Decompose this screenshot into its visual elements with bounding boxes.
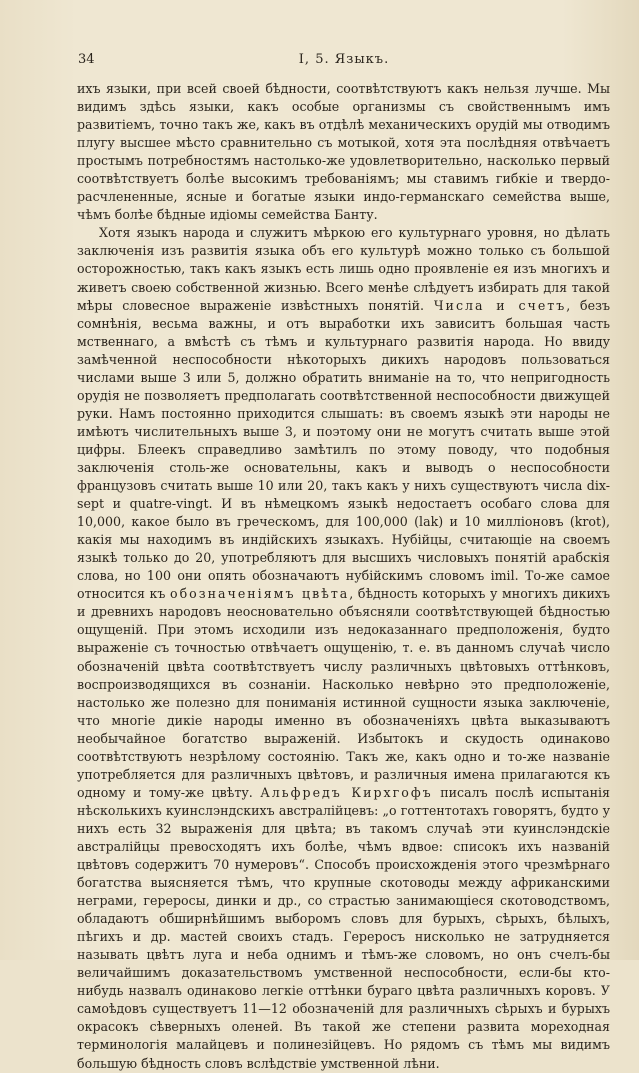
text-run: Хотя языкъ народа и служитъ мѣркою его культурнаго уровня, но дѣлать заключенія изъ развитія языка объ его культурѣ можно только съ большой осторожностью, такъ какъ языкъ есть лишь одно проявленіе ея изъ многихъ и живетъ своею собственной жизнью. Всего менѣе слѣдуетъ избирать для такой мѣры словесное выраженіе извѣстныхъ понятій. — [77, 225, 610, 313]
body-text — [77, 80, 610, 1073]
text-run: писалъ послѣ испытанія нѣсколькихъ куинслэндскихъ австралійцевъ: „о готтентотахъ говорятъ, будто у нихъ есть 32 выраженія для цвѣта; въ такомъ случаѣ эти куинслэндскіе австралійцы превосходятъ ихъ болѣе, чѣмъ вдвое: списокъ ихъ названій цвѣтовъ содержитъ 70 нумеровъ“. Способъ происхожденія этого чрезмѣрнаго богатства выясняется тѣмъ, что крупные скотоводы между африканскими неграми, гереросы, динки и др., со страстью занимающіеся скотоводствомъ, обладаютъ обширнѣйшимъ выборомъ словъ для бурыхъ, сѣрыхъ, бѣлыхъ, пѣгихъ и др. мастей своихъ стадъ. Гереросъ нисколько не затрудняется называть цвѣтъ луга и неба однимъ и тѣмъ-же словомъ, но онъ счелъ-бы величайшимъ доказательствомъ умственной неспособности, если-бы кто-нибудь назвалъ одинаково легкіе оттѣнки бураго цвѣта различныхъ коровъ. У самоѣдовъ существуетъ 11—12 обозначеній для различныхъ сѣрыхъ и бурыхъ окрасокъ сѣверныхъ оленей. Въ такой же степени развита мореходная терминологія малайцевъ и полинезійцевъ. Но рядомъ съ тѣмъ мы видимъ большую бѣдность словъ вслѣдствіе умственной лѣни. — [77, 784, 610, 1071]
paragraph — [77, 80, 610, 224]
text-run: ихъ языки, при всей своей бѣдности, соотвѣтствуютъ какъ нельзя лучше. Мы видимъ здѣсь языки, какъ особые организмы съ свойственнымъ имъ развитіемъ, точно такъ же, какъ въ отдѣлѣ механическихъ орудій мы отводимъ плугу высшее мѣсто сравнительно съ мотыкой, хотя эта послѣдняя отвѣчаетъ простымъ потребностямъ настолько-же удовлетворительно, насколько первый соотвѣтствуетъ болѣе высокимъ требованіямъ; мы ставимъ гибкіе и твердо-расчлененные, ясные и богатые языки индо-германскаго семейства выше, чѣмъ болѣе бѣдные идіомы семейства Банту. — [77, 81, 610, 223]
running-title: I, 5. Языкъ. — [298, 52, 390, 67]
text-run: , бѣдность которыхъ у многихъ дикихъ и древнихъ народовъ неосновательно объясняли соотвѣтствующей бѣдностью ощущеній. При этомъ исходили изъ недоказаннаго предположенія, будто выраженіе съ точностью отвѣчаетъ ощущенію, т. е. въ данномъ случаѣ число обозначеній цвѣта соотвѣтствуетъ числу различныхъ цвѣтовыхъ оттѣнковъ, воспроизводящихся въ сознаніи. Насколько невѣрно это предположеніе, настолько же полезно для пониманія истинной сущности языка заключеніе, что многіе дикіе народы именно въ обозначеніяхъ цвѣта выказываютъ необычайное богатство выраженій. Избытокъ и скудость одинаково соотвѣтствуютъ незрѣлому состоянію. Такъ же, какъ одно и то-же названіе употребляется для различныхъ цвѣтовъ, и различныя имена прилагаются къ одному и тому-же цвѣту. — [77, 586, 610, 800]
spaced-emphasis: Альфредъ Кирхгофъ — [260, 784, 433, 800]
spaced-emphasis: обозначеніямъ цвѣта — [169, 586, 350, 602]
text-run: , безъ сомнѣнія, весьма важны, и отъ выработки ихъ зависитъ большая часть мственнаго, а вмѣстѣ съ тѣмъ и культурнаго развитія народа. Но ввиду замѣченной неспособности нѣкоторыхъ дикихъ народовъ пользоваться числами выше 3 или 5, должно обратить вниманіе на то, что непригодность орудія не позволяетъ предполагать соотвѣтственной неспособности движущей руки. Намъ постоянно приходится слышать: въ своемъ языкѣ эти народы не имѣютъ числительныхъ выше 3, и поэтому они не могутъ считать выше этой цифры. Блеекъ справедливо замѣтилъ по этому поводу, что подобныя заключенія столь-же основательны, какъ и выводъ о неспособности французовъ считать выше 10 или 20, такъ какъ у нихъ существуютъ числа dix-sept и quatre-vingt. И въ нѣмецкомъ языкѣ недостаетъ особаго слова для 10,000, какое было въ греческомъ, для 100,000 (lak) и 10 милліоновъ (krot), какія мы находимъ въ индійскихъ языкахъ. Нубійцы, считающіе на своемъ языкѣ только до 20, употребляютъ для высшихъ числовыхъ понятій арабскія слова, но 100 они опять обозначаютъ нубійскимъ словомъ imil. То-же самое относится къ — [77, 297, 610, 602]
spaced-emphasis: Числа и счетъ — [433, 297, 567, 313]
page-number: 34 — [78, 52, 95, 67]
page-header — [78, 52, 610, 72]
paragraph — [77, 224, 610, 1072]
